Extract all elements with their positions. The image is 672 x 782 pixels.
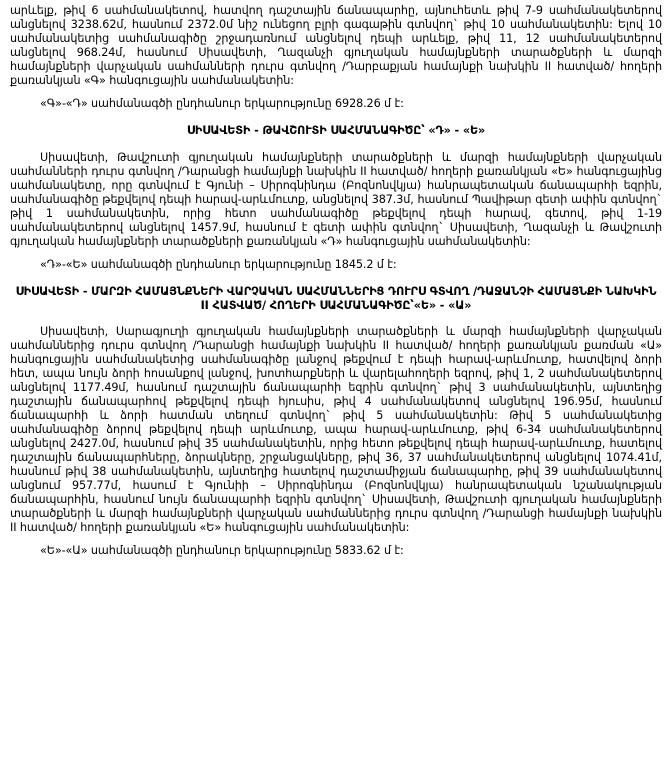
spacer (10, 272, 662, 285)
spacer (10, 249, 662, 258)
paragraph-sisavet-marz: Սիսավետի, Սարագյուղի գյուղական համայնքների տարածքների և մարզի համայնքների վարչական սահմաններից դուրս գտնվող /Դարանցի համայնքի նախկին II հատված/ հողերի քառանկյան քառման «Ա» հանգուցային սահմանակետից սահմանագիծը լանջով թեքվում է դեպի հարավ-արևմուտք, հատվելով ձորի հետ, ապա նույն ձորի հոսանքով լանջով, խոտհարքների և վարելահողերի եզրով, թիվ 1, 2 սահմանակետերով անցնելով 1177.49մ, հասնում դաշտային ճանապարհի եզրին գտնվող` թիվ 3 սահմանակետին, այնտեղից դաշտային ճանապարհով թեքվելով դեպի հյուսիս, թիվ 4 սահմանակետով անցնելով 196.95մ, հասնում ճանապարհի և ձորի հատման տեղում գտնվող` թիվ 5 սահմանակետին: Թիվ 5 սահմանակետից սահմանագիծը ձորով թեքվելով դեպի արևմուտք, ապա հարավ-արևմուտք, թիվ 6-34 սահմանակետերով անցնելով 2427.0մ, հասնում թիվ 35 սահմանակետին, որից հետո թեքվելով դեպի հարավ-արևմուտք, հատելով դաշտային ճանապարհները, ձորակները, շրջանցակները, թիվ 36, 37 սահմանակետերով անցնելով 1074.41մ, հասնում թիվ 38 սահմանակետին, այնտեղից հատելով դաշտամիջյան ճանապարհը, թիվ 39 սահմանակետով անցնում 957.77մ, հասում է Գյունիի – Սիրոգնինդա (Բոզնոնվկյա) հանրապետական նշանակության ճանապարհին, հասնում նույն ճանապարհի եզրին գտնվող` Սիսավետի, Թավշուտի գյուղական համայնքների տարածքների և մարզի համայնքների վարչական սահմաններից դուրս գտնվող /Դարանցի համայնքի նախկին II հատված/ հողերի քառանկյան «Ե» հանգուցային սահմանակետին: (10, 325, 662, 534)
boundary-length-summary-e-a: «Ե»-«Ա» սահմանագծի ընդհանուր երկարությունը 5833.62 մ է: (40, 544, 404, 557)
spacer (10, 535, 662, 544)
spacer (10, 138, 662, 151)
spacer (10, 313, 662, 325)
section-heading-sisavet-tavshut: ՍԻՍԱՎԵՏԻ - ԹԱՎՇՈՒՏԻ ՍԱՀՄԱՆԱԳԻԾԸ՝ «Դ» - «Ե» (186, 124, 486, 137)
paragraph-continuation-top: արևելք, թիվ 6 սահմանակետով, հատվող դաշտային ճանապարհը, այնուհետև թիվ 7-9 սահմանակետերով անցնելով 3238.62մ, հասնում 2372.0մ նիշ ունեցող բլրի գագաթին գտնվող` թիվ 10 սահմանակետին: Ելով 10 սահմանակետից սահմանագիծը շրջադառնում անցնելով դեպի արևելք, թիվ 11, 12 սահմանակետերով անցնելով 968.24մ, հասնում Սիսավետի, Ղազանչի գյուղական համայնքների տարածքների և մարզի համայնքների վարչական սահմանների դուրս գտնվող /Դարբաքյան համայնքի նախկին II հատված/ հողերի քառանկյան «Գ» հանգուցային սահմանակետին: (10, 4, 662, 87)
spacer (10, 88, 662, 97)
boundary-length-summary-g-d: «Գ»-«Դ» սահմանագծի ընդհանուր երկարությունը 6928.26 մ է: (40, 97, 404, 110)
spacer (10, 111, 662, 124)
paragraph-sisavet-tavshut: Սիսավետի, Թավշուտի գյուղական համայնքների տարածքների և մարզի համայնքների վարչական սահմանների դուրս գտնվող /Դարանցի համայնքի նախկին II հատված/ հողերի քառանկյան «Ե» հանգուցայինց սահմանակետը, որը գտնվում է Գյունի – Սիրոգնինդա (Բոզնոնվկյա) հանրապետական ճանապարհի եզրին, սահմանագիծը թեքվելով դեպի հարավ-արևմուտք, անցնելով 387.3մ, հասնում Պավիթար գետի ափին գտնվող` թիվ 1 սահմանակետին, որից հետո սահմանագիծը թեքվելով դեպի հարավ, գետով, թիվ 1-19 սահմանակետերով անցնելով 1457.9մ, հասնում է գետի ափին գտնվող` Սիսավետի, Ղազանչի և Թավշուտի գյուղական համայնքների տարածքների քառանկյան «Դ» հանգուցային սահմանակետին: (10, 151, 662, 248)
boundary-length-summary-d-e: «Դ»-«Ե» սահմանագծի ընդհանուր երկարությունը 1845.2 մ է: (40, 258, 397, 271)
section-heading-sisavet-marz: ՍԻՍԱՎԵՏԻ - ՄԱՐԶԻ ՀԱՄԱՅՆՔՆԵՐԻ ՎԱՐՉԱԿԱՆ ՍԱՀՄԱՆՆԵՐԻՑ ԴՈՒՐՍ ԳՏՎՈՂ /ԴԱՋԱՆՉԻ ՀԱՄԱՅՆՔԻ ՆԱԽԿԻՆ II ՀԱՏՎԱԾ/ ՀՈՂԵՐԻ ՍԱՀՄԱՆԱԳԻԾԸ՝«Ե» - «Ա» (15, 285, 657, 312)
